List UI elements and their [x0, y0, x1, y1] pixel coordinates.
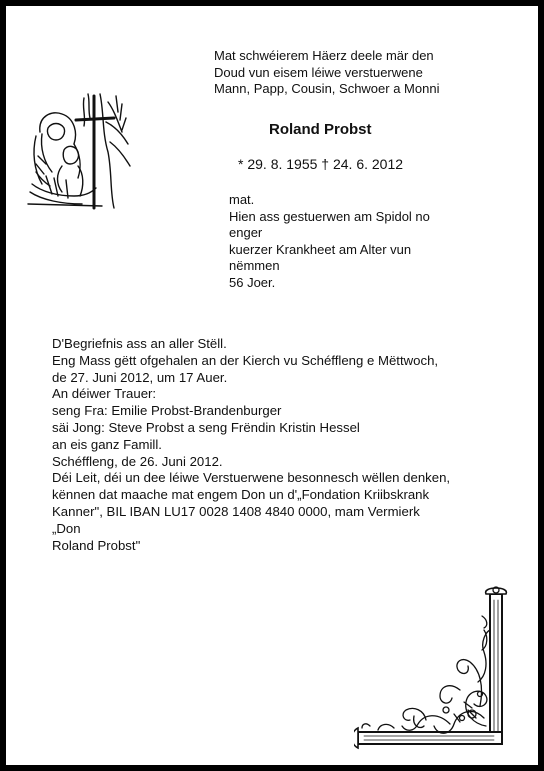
- passing-line: 56 Joer.: [229, 274, 276, 290]
- passing-line: mat.: [229, 192, 255, 207]
- body-line: „Don: [52, 520, 81, 536]
- passing-text: [229, 192, 430, 291]
- body-line: Déi Leit, déi un dee léiwe Verstuerwene besonnesch wëllen denken,: [52, 470, 451, 486]
- funeral-details: [52, 336, 450, 554]
- ornamental-corner-icon: [354, 586, 532, 758]
- intro-line: Doud vun eisem léiwe verstuerwene: [214, 64, 423, 80]
- body-line: kënnen dat maache mat engem Don un d'„Fondation Kriibskrank: [52, 487, 430, 503]
- body-line: seng Fra: Emilie Probst-Brandenburger: [52, 403, 282, 419]
- body-line: Roland Probst": [52, 537, 141, 553]
- body-line: an eis ganz Famill.: [52, 436, 162, 452]
- passing-line: enger: [229, 225, 263, 240]
- deceased-name: Roland Probst: [269, 121, 372, 138]
- intro-text: [214, 48, 439, 98]
- intro-line: Mat schwéierem Häerz deele mär den: [214, 48, 434, 63]
- body-line: An déiwer Trauer:: [52, 386, 157, 402]
- passing-line: nëmmen: [229, 258, 280, 273]
- body-line: Kanner", BIL IBAN LU17 0028 1408 4840 0000, mam Vermierk: [52, 503, 420, 519]
- body-line: säi Jong: Steve Probst a seng Frëndin Kristin Hessel: [52, 419, 360, 435]
- passing-line: kuerzer Krankheet am Alter vun: [229, 241, 412, 257]
- body-line: Eng Mass gëtt ofgehalen an der Kierch vu Schéffleng e Mëttwoch,: [52, 352, 439, 368]
- passing-line: Hien ass gestuerwen am Spidol no: [229, 208, 430, 224]
- intro-line: Mann, Papp, Cousin, Schwoer a Monni: [214, 81, 440, 96]
- body-line: D'Begriefnis ass an aller Stëll.: [52, 336, 227, 351]
- body-line: Schéffleng, de 26. Juni 2012.: [52, 453, 223, 469]
- life-dates: * 29. 8. 1955 † 24. 6. 2012: [238, 156, 404, 172]
- obituary-page: [6, 6, 538, 765]
- mourning-figure-with-cross-icon: [22, 92, 134, 210]
- body-line: de 27. Juni 2012, um 17 Auer.: [52, 369, 228, 385]
